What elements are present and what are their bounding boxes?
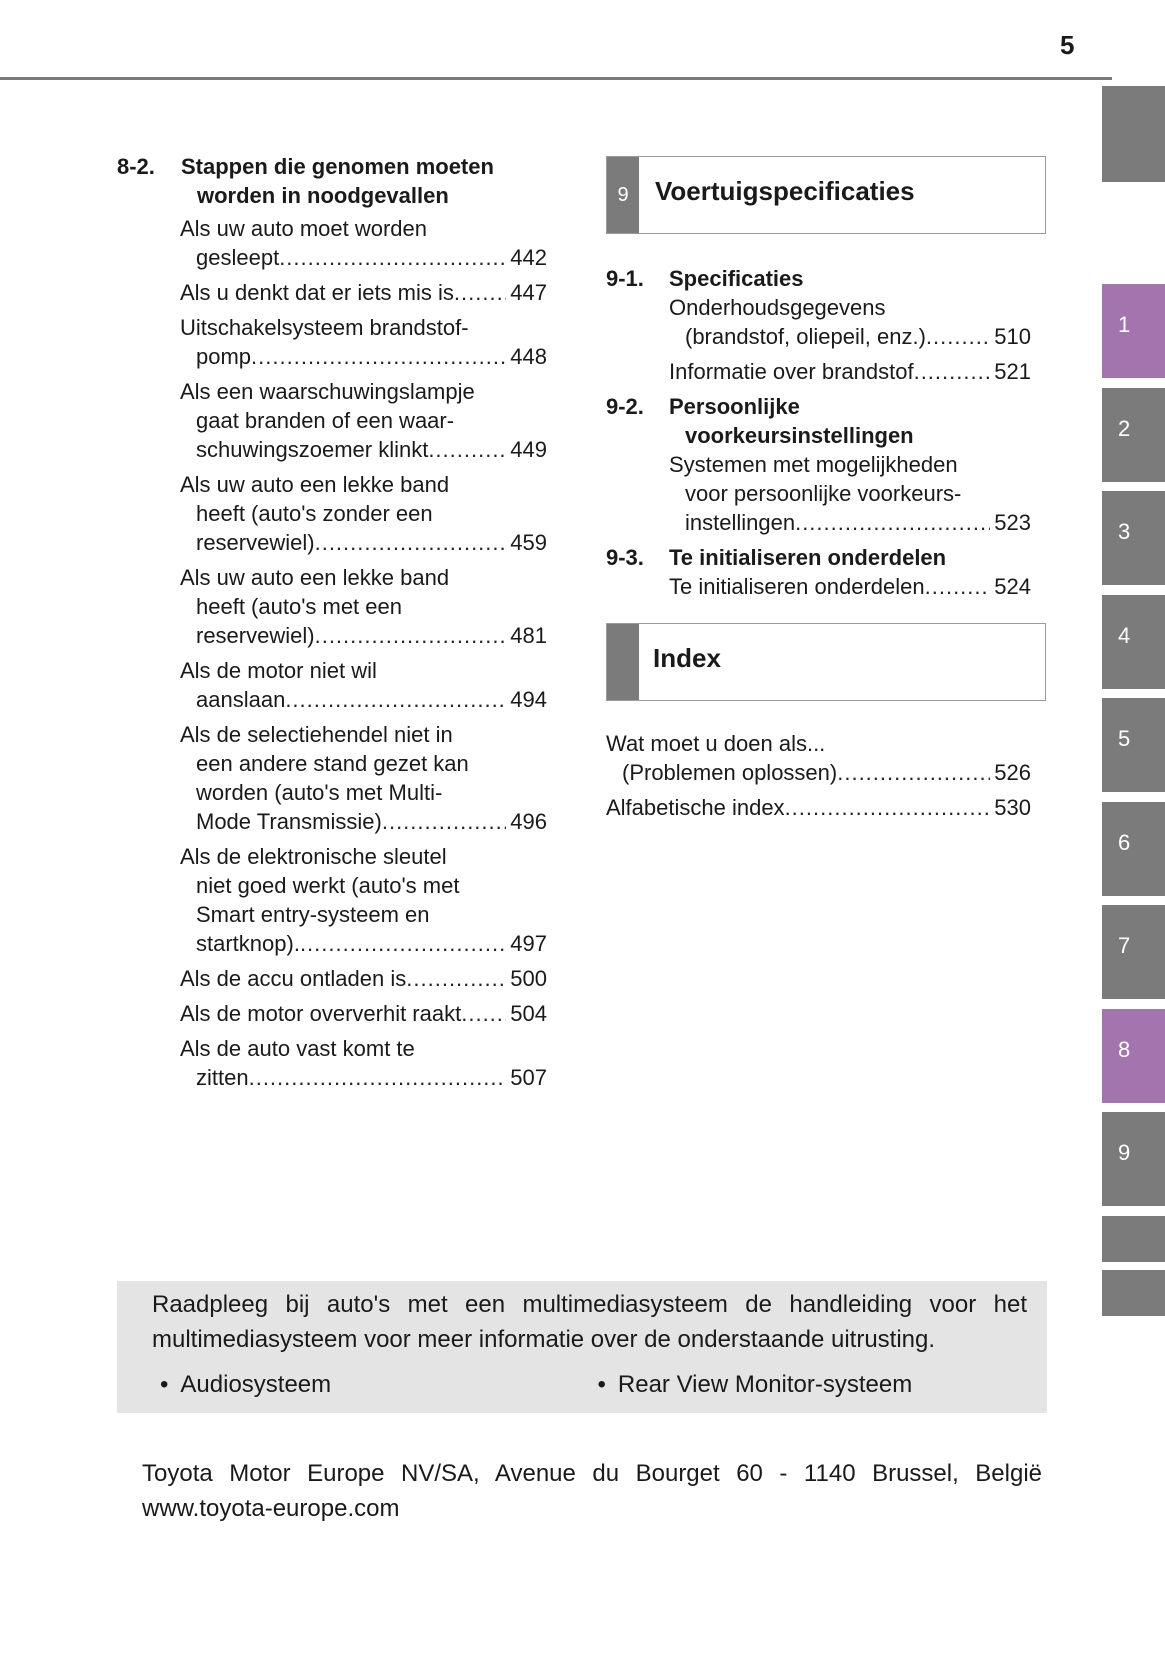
toc-page-number: 447 [510, 280, 547, 305]
chapter-9-sections [606, 264, 1046, 601]
toc-entry[interactable] [606, 793, 1031, 822]
toc-entry[interactable] [180, 313, 547, 371]
chapter-tab-6[interactable]: 6 [1102, 802, 1165, 896]
toc-entry-text: instellingen [685, 510, 796, 535]
section-heading [606, 264, 1046, 293]
index-chapter-header[interactable] [606, 623, 1046, 701]
toc-entry-line: niet goed werkt (auto's met [196, 873, 460, 898]
toc-entry-line: worden (auto's met Multi- [196, 780, 443, 805]
toc-entry-text: (Problemen oplossen) [622, 760, 838, 785]
toc-entry[interactable] [180, 563, 547, 650]
toc-entry-line: Onderhoudsgegevens [669, 295, 886, 320]
toc-page-number: 500 [510, 966, 547, 991]
toc-entry-list [606, 293, 1046, 386]
toc-page-number: 524 [994, 574, 1031, 599]
toc-entry[interactable] [180, 470, 547, 557]
toc-page-number: 504 [510, 1001, 547, 1026]
section-heading [117, 152, 547, 210]
section-title[interactable] [669, 392, 914, 450]
toc-entry-last-line [180, 929, 547, 958]
toc-entry-line: Als een waarschuwingslampje [180, 379, 475, 404]
toc-entry-line: Systemen met mogelijkheden [669, 452, 958, 477]
toc-entry[interactable] [180, 964, 547, 993]
toc-entry-last-line [180, 964, 547, 993]
toc-page-number: 507 [510, 1065, 547, 1090]
toc-page-number: 442 [510, 245, 547, 270]
chapter-tab-2[interactable]: 2 [1102, 388, 1165, 482]
dot-leader [300, 929, 506, 958]
notice-item-list [152, 1367, 1027, 1402]
toc-entry-last-line [180, 342, 547, 371]
notice-item [590, 1367, 1028, 1402]
toc-entry-line: Als de elektronische sleutel [180, 844, 447, 869]
dot-leader [461, 999, 506, 1028]
toc-entry-text: pomp [196, 344, 252, 369]
dot-leader [914, 357, 991, 386]
toc-entry[interactable] [669, 293, 1031, 351]
toc-left-column [117, 152, 547, 1098]
section-number: 9-1. [606, 266, 644, 291]
toc-entry-text: reservewiel) [196, 623, 315, 648]
toc-entry-last-line [180, 807, 547, 836]
dot-leader [279, 243, 506, 272]
chapter-tab-1[interactable]: 1 [1102, 284, 1165, 378]
section-title[interactable] [181, 152, 547, 210]
notice-item [152, 1367, 590, 1402]
toc-entry-text: schuwingszoemer klinkt [196, 437, 429, 462]
footer-website[interactable]: www.toyota-europe.com [142, 1495, 400, 1522]
toc-entry-line: gaat branden of een waar- [196, 408, 455, 433]
toc-entry-last-line [669, 508, 1031, 537]
chapter-title: Voertuigspecificaties [655, 176, 915, 206]
toc-entry-line: heeft (auto's zonder een [196, 501, 433, 526]
toc-entry[interactable] [606, 729, 1031, 787]
chapter-tab-9[interactable]: 9 [1102, 1112, 1165, 1206]
toc-entry-line: Als uw auto moet worden [180, 216, 428, 241]
bullet-icon: • [160, 1371, 169, 1398]
section-heading [606, 543, 1046, 572]
bullet-icon: • [597, 1371, 606, 1398]
section-title-line2: voorkeursinstellingen [685, 423, 914, 448]
dot-leader [382, 807, 506, 836]
toc-entry[interactable] [180, 842, 547, 958]
toc-entry-line: Als de motor niet wil [180, 658, 377, 683]
dot-leader [795, 508, 990, 537]
toc-entry-last-line [180, 621, 547, 650]
toc-entry-text: (brandstof, oliepeil, enz.) [685, 324, 926, 349]
section-number: 8-2. [117, 154, 155, 179]
toc-entry-text: aanslaan [196, 687, 286, 712]
toc-page-number: 521 [994, 359, 1031, 384]
page-number: 5 [1060, 30, 1075, 60]
toc-page-number: 530 [994, 795, 1031, 820]
dot-leader [251, 342, 506, 371]
toc-entry-last-line [180, 685, 547, 714]
chapter-tab-blank[interactable] [1102, 86, 1165, 182]
toc-entry-line: Wat moet u doen als... [606, 731, 826, 756]
section-heading [606, 392, 1046, 450]
toc-entry-last-line [606, 793, 1031, 822]
toc-entry-text: zitten [196, 1065, 249, 1090]
toc-entry-text: startknop). [196, 931, 300, 956]
section-number: 9-3. [606, 545, 644, 570]
toc-entry-text: Te initialiseren onderdelen [669, 574, 925, 599]
section-number: 9-2. [606, 394, 644, 419]
toc-entry-text: Informatie over brandstof [669, 359, 914, 384]
toc-entry-last-line [180, 243, 547, 272]
dot-leader [315, 621, 507, 650]
toc-entry-text: reservewiel) [196, 530, 315, 555]
toc-entry-list [117, 214, 547, 1092]
chapter-tab-7[interactable]: 7 [1102, 905, 1165, 999]
toc-page-number: 523 [994, 510, 1031, 535]
section-title-line2: worden in noodgevallen [197, 183, 449, 208]
toc-entry-last-line [180, 999, 547, 1028]
toc-entry-last-line [180, 278, 547, 307]
dot-leader [285, 685, 506, 714]
toc-entry-list [606, 450, 1046, 537]
dot-leader [406, 964, 506, 993]
toc-entry[interactable] [180, 377, 547, 464]
dot-leader [249, 1063, 507, 1092]
dot-leader [837, 758, 990, 787]
toc-entry[interactable] [180, 278, 547, 307]
toc-page-number: 496 [510, 809, 547, 834]
chapter-tab-8[interactable]: 8 [1102, 1009, 1165, 1103]
chapter-tab-blank[interactable] [1102, 1270, 1165, 1316]
toc-entry-line: Uitschakelsysteem brandstof- [180, 315, 469, 340]
toc-entry[interactable] [180, 656, 547, 714]
toc-entry-text: Alfabetische index [606, 795, 785, 820]
notice-item-label: Rear View Monitor-systeem [617, 1371, 913, 1398]
toc-entry[interactable] [180, 1034, 547, 1092]
chapter-tab-4[interactable]: 4 [1102, 595, 1165, 689]
toc-entry-list [606, 572, 1046, 601]
header-rule [0, 77, 1112, 80]
dot-leader [785, 793, 991, 822]
toc-page-number: 481 [510, 623, 547, 648]
toc-entry[interactable] [180, 214, 547, 272]
toc-entry-line: heeft (auto's met een [196, 594, 402, 619]
toc-entry-last-line [669, 357, 1031, 386]
toc-entry-line: voor persoonlijke voorkeurs- [685, 481, 962, 506]
toc-page-number: 497 [510, 931, 547, 956]
toc-entry-line: Als de auto vast komt te [180, 1036, 415, 1061]
toc-entry-text: Mode Transmissie) [196, 809, 382, 834]
toc-entry-last-line [669, 572, 1031, 601]
dot-leader [925, 572, 991, 601]
toc-entry-line: Als de selectiehendel niet in [180, 722, 453, 747]
toc-entry-text: gesleept [196, 245, 280, 270]
section-title-line1: Persoonlijke [669, 394, 800, 419]
toc-entry[interactable] [180, 720, 547, 836]
toc-entry-text: Als u denkt dat er iets mis is [180, 280, 454, 305]
dot-leader [315, 528, 507, 557]
toc-page-number: 459 [510, 530, 547, 555]
toc-page-number: 526 [994, 760, 1031, 785]
section-title-line1: Specificaties [669, 266, 804, 291]
toc-entry-line: Als uw auto een lekke band [180, 472, 450, 497]
toc-page-number: 448 [510, 344, 547, 369]
toc-right-column [606, 156, 1046, 828]
section-title[interactable] [669, 264, 804, 293]
toc-page-number: 494 [510, 687, 547, 712]
toc-entry-text: Als de accu ontladen is [180, 966, 407, 991]
toc-entry[interactable] [180, 999, 547, 1028]
toc-page-number: 449 [510, 437, 547, 462]
notice-item-label: Audiosysteem [180, 1371, 332, 1398]
chapter-9-header[interactable] [606, 156, 1046, 234]
toc-page-number: 510 [994, 324, 1031, 349]
multimedia-notice [117, 1281, 1047, 1413]
chapter-tab-5[interactable]: 5 [1102, 698, 1165, 792]
footer-address: Toyota Motor Europe NV/SA, Avenue du Bourget 60 - 1140 Brussel, België [142, 1460, 1042, 1487]
notice-text: Raadpleeg bij auto's met een multimediasysteem de handleiding voor het multimediasysteem voor meer informatie over de onderstaande uitrusting. [152, 1291, 1027, 1353]
toc-entry[interactable] [669, 572, 1031, 601]
dot-leader [926, 322, 990, 351]
toc-entry-last-line [180, 435, 547, 464]
section-title[interactable] [669, 543, 946, 572]
toc-entry-line: Als uw auto een lekke band [180, 565, 450, 590]
chapter-tab-blank[interactable] [1102, 1216, 1165, 1262]
toc-entry-last-line [180, 528, 547, 557]
section-title-line1: Stappen die genomen moeten [181, 154, 494, 179]
dot-leader [428, 435, 506, 464]
toc-entry-text: Als de motor oververhit raakt [180, 1001, 462, 1026]
toc-entry[interactable] [669, 450, 1031, 537]
index-chapter-title: Index [653, 643, 721, 673]
toc-entry-line: een andere stand gezet kan [196, 751, 469, 776]
chapter-tab-3[interactable]: 3 [1102, 491, 1165, 585]
toc-entry-last-line [669, 322, 1031, 351]
toc-entry-line: Smart entry-systeem en [196, 902, 430, 927]
footer [142, 1456, 1042, 1526]
chapter-number-blank [607, 624, 639, 700]
section-title-line1: Te initialiseren onderdelen [669, 545, 947, 570]
toc-entry[interactable] [669, 357, 1031, 386]
toc-entry-last-line [606, 758, 1031, 787]
index-entry-list [606, 729, 1046, 822]
dot-leader [454, 278, 506, 307]
toc-entry-last-line [180, 1063, 547, 1092]
chapter-number: 9 [607, 157, 639, 233]
